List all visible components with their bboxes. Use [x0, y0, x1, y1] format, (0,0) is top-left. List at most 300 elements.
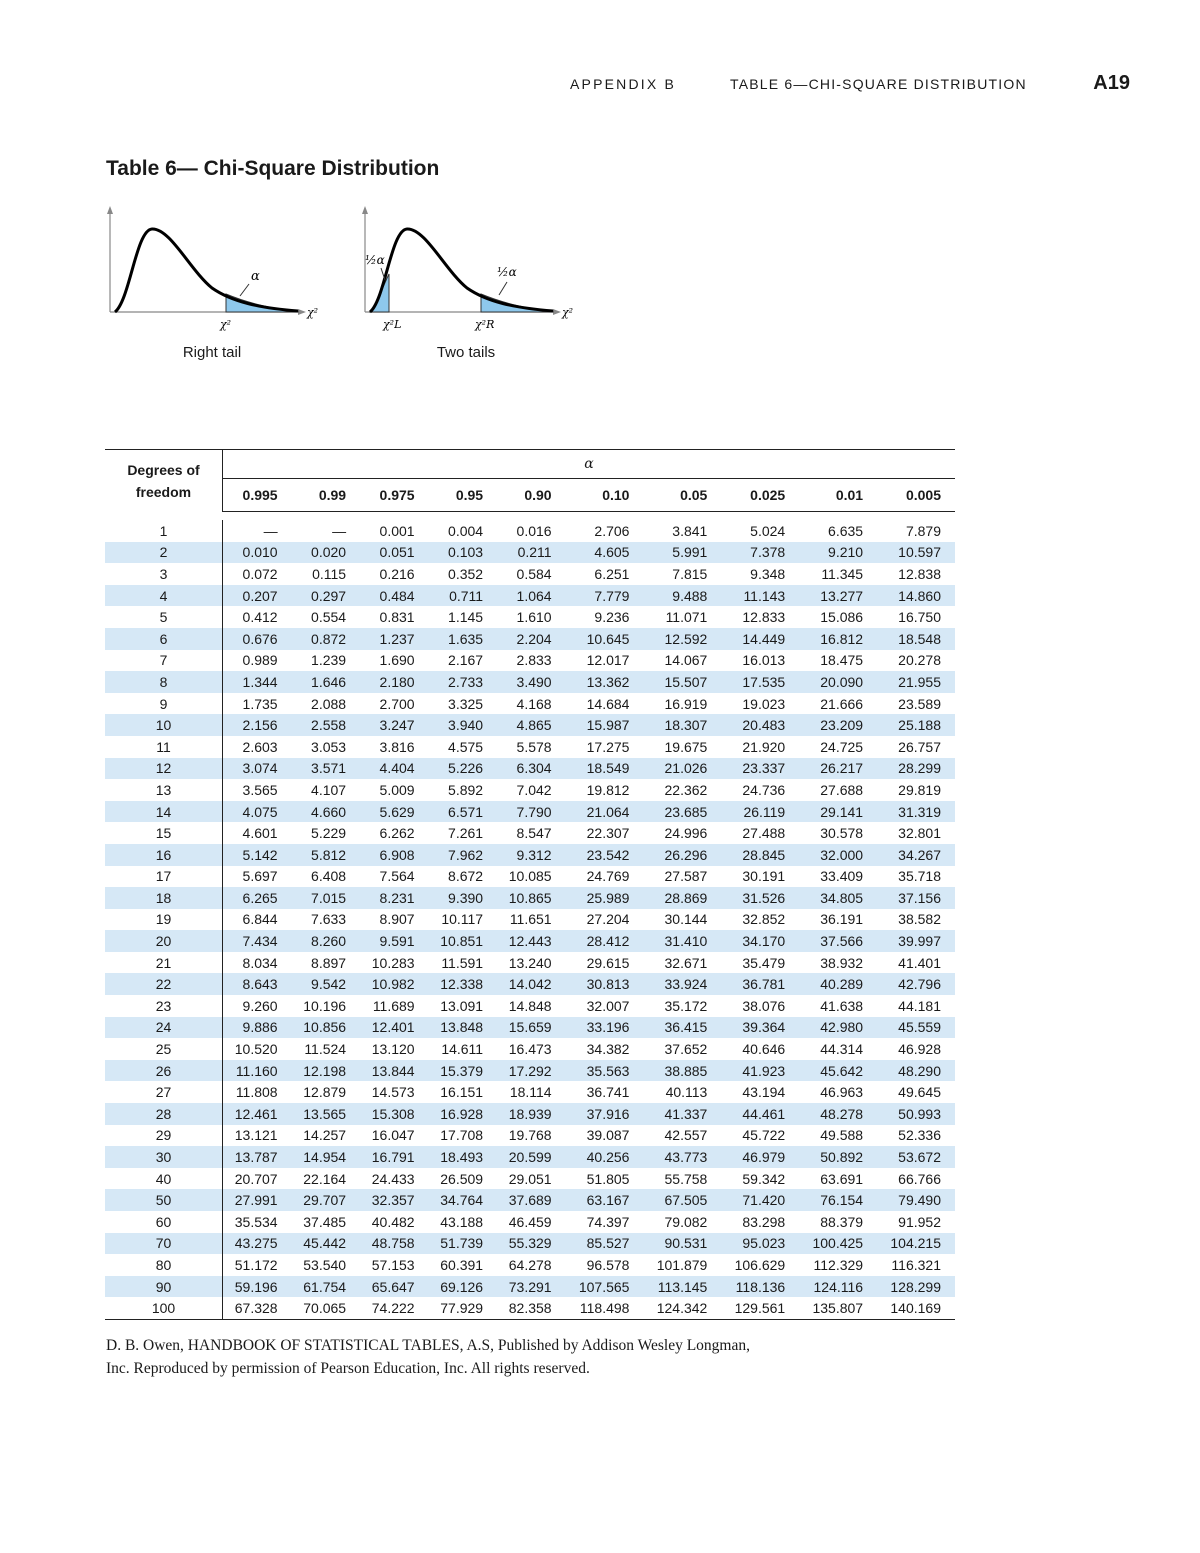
value-cell: 44.314 [820, 1041, 864, 1058]
value-cell: 27.688 [820, 781, 864, 798]
value-cell: 9.210 [828, 544, 864, 561]
value-cell: 13.844 [371, 1062, 415, 1079]
value-cell: 0.554 [311, 609, 347, 626]
table-row [105, 520, 955, 542]
value-cell: 0.207 [242, 587, 278, 604]
value-cell: 44.181 [898, 997, 941, 1014]
value-cell: 1.064 [516, 587, 552, 604]
table-row [105, 542, 955, 564]
value-cell: 27.204 [586, 911, 630, 928]
value-cell: 32.852 [742, 911, 786, 928]
value-cell: 51.172 [234, 1256, 278, 1273]
dof-cell: 90 [105, 1276, 223, 1298]
table-row [105, 1103, 955, 1125]
value-cell: 16.919 [664, 695, 708, 712]
value-cell: 20.707 [234, 1170, 278, 1187]
value-cell: 29.819 [898, 781, 941, 798]
dof-cell: 13 [105, 779, 223, 801]
value-cell: 19.023 [742, 695, 786, 712]
value-cell: 5.578 [516, 738, 552, 755]
value-cell: 7.779 [594, 587, 630, 604]
value-cell: 52.336 [898, 1127, 941, 1144]
value-cell: 37.566 [820, 933, 864, 950]
value-cell: 32.007 [586, 997, 630, 1014]
value-cell: 63.167 [586, 1192, 630, 1209]
value-cell: 14.067 [664, 652, 708, 669]
value-cell: 26.217 [820, 760, 864, 777]
value-cell: 34.805 [820, 889, 864, 906]
value-cell: 19.768 [508, 1127, 552, 1144]
dof-cell: 9 [105, 693, 223, 715]
value-cell: 2.733 [448, 673, 484, 690]
value-cell: 5.226 [448, 760, 484, 777]
value-cell: 13.120 [371, 1041, 415, 1058]
value-cell: 6.265 [242, 889, 278, 906]
table-row [105, 628, 955, 650]
value-cell: 6.635 [828, 522, 864, 539]
alpha-values-row [105, 479, 955, 512]
value-cell: 3.816 [379, 738, 415, 755]
value-cell: 17.275 [586, 738, 630, 755]
value-cell: 100.425 [812, 1235, 864, 1252]
value-cell: 4.168 [516, 695, 552, 712]
value-cell: 112.329 [813, 1256, 864, 1273]
dof-header [105, 450, 223, 512]
value-cell: 20.090 [820, 673, 864, 690]
value-cell: 26.119 [743, 803, 786, 820]
right-critical-label: χ²R [475, 318, 495, 331]
value-cell: 63.691 [820, 1170, 864, 1187]
value-cell: 29.051 [508, 1170, 552, 1187]
value-cell: 25.989 [586, 889, 630, 906]
value-cell: 10.982 [371, 976, 415, 993]
value-cell: 12.198 [303, 1062, 347, 1079]
value-cell: 15.308 [371, 1105, 415, 1122]
table-row [105, 1168, 955, 1190]
value-cell: 23.209 [820, 717, 864, 734]
dof-cell: 22 [105, 973, 223, 995]
value-cell: 40.289 [820, 976, 864, 993]
alpha-column-header: 0.90 [497, 479, 566, 512]
value-cell: 10.085 [508, 868, 552, 885]
value-cell: 49.645 [898, 1084, 941, 1101]
axis-label: χ² [562, 306, 574, 319]
two-tails-caption: Two tails [436, 344, 496, 361]
value-cell: 36.781 [742, 976, 786, 993]
table-row [105, 671, 955, 693]
value-cell: 36.191 [820, 911, 864, 928]
alpha-column-header: 0.10 [566, 479, 644, 512]
left-tail-label: ½α [365, 253, 385, 267]
value-cell: 31.319 [898, 803, 941, 820]
alpha-column-header: 0.975 [360, 479, 429, 512]
value-cell: 16.151 [440, 1084, 484, 1101]
x-axis-arrow-icon [298, 309, 306, 315]
value-cell: 8.672 [448, 868, 484, 885]
table-row [105, 1297, 955, 1319]
value-cell: 1.646 [311, 673, 347, 690]
value-cell: 9.488 [672, 587, 708, 604]
table-row [105, 995, 955, 1017]
value-cell: 18.549 [586, 760, 630, 777]
value-cell: 12.443 [508, 933, 552, 950]
value-cell: 85.527 [586, 1235, 630, 1252]
value-cell: 19.675 [664, 738, 708, 755]
value-cell: 74.222 [360, 1297, 429, 1319]
value-cell: 4.404 [379, 760, 415, 777]
table-row [105, 801, 955, 823]
alpha-pointer [240, 284, 249, 296]
value-cell: 4.865 [516, 717, 552, 734]
value-cell: 35.718 [898, 868, 941, 885]
dof-cell: 80 [105, 1254, 223, 1276]
value-cell: 39.364 [742, 1019, 786, 1036]
dof-cell: 15 [105, 822, 223, 844]
value-cell: 16.812 [820, 630, 864, 647]
dof-cell: 10 [105, 714, 223, 736]
value-cell: 3.053 [311, 738, 347, 755]
alpha-column-header: 0.05 [643, 479, 721, 512]
value-cell: 7.815 [672, 565, 708, 582]
right-tail-caption: Right tail [182, 344, 242, 361]
dof-cell: 18 [105, 887, 223, 909]
alpha-column-header: 0.99 [292, 479, 361, 512]
value-cell: 67.505 [664, 1192, 708, 1209]
value-cell: 7.564 [379, 868, 415, 885]
value-cell: 51.739 [440, 1235, 484, 1252]
value-cell: 15.987 [586, 717, 630, 734]
value-cell: 2.180 [379, 673, 415, 690]
table-row [105, 1276, 955, 1298]
value-cell: 19.812 [586, 781, 630, 798]
value-cell: 30.191 [742, 868, 786, 885]
value-cell: 135.807 [799, 1297, 877, 1319]
page-title: Table 6— Chi-Square Distribution [106, 157, 440, 180]
value-cell: 2.204 [516, 630, 552, 647]
value-cell: 20.278 [898, 652, 941, 669]
alpha-label: α [251, 269, 260, 284]
value-cell: 43.275 [234, 1235, 278, 1252]
value-cell: 5.024 [750, 522, 786, 539]
value-cell: 1.690 [379, 652, 415, 669]
value-cell: 11.689 [372, 997, 415, 1014]
value-cell: 0.831 [379, 609, 415, 626]
credit-line-2: Inc. Reproduced by permission of Pearson Education, Inc. All rights reserved. [106, 1360, 590, 1377]
value-cell: 59.196 [234, 1278, 278, 1295]
value-cell: 7.434 [242, 933, 278, 950]
value-cell: 88.379 [820, 1213, 864, 1230]
value-cell: 0.010 [242, 544, 278, 561]
value-cell: 17.292 [508, 1062, 552, 1079]
dof-cell: 11 [105, 736, 223, 758]
value-cell: 24.769 [586, 868, 630, 885]
table-row [105, 714, 955, 736]
value-cell: 27.587 [664, 868, 708, 885]
value-cell: 11.808 [235, 1084, 278, 1101]
value-cell: 0.004 [448, 522, 484, 539]
value-cell: 124.342 [643, 1297, 721, 1319]
value-cell: 21.666 [820, 695, 864, 712]
value-cell: 43.194 [742, 1084, 786, 1101]
value-cell: 14.449 [742, 630, 786, 647]
value-cell: 0.103 [448, 544, 484, 561]
x-axis-arrow-icon [553, 309, 561, 315]
value-cell: 24.433 [371, 1170, 415, 1187]
dof-cell: 7 [105, 650, 223, 672]
table-row [105, 606, 955, 628]
value-cell: 0.676 [242, 630, 278, 647]
value-cell: 10.117 [441, 911, 484, 928]
alpha-column-header: 0.025 [721, 479, 799, 512]
running-head [560, 72, 1130, 98]
value-cell: 50.993 [898, 1105, 941, 1122]
value-cell: 32.357 [371, 1192, 415, 1209]
value-cell: 41.401 [898, 954, 941, 971]
value-cell: 11.591 [441, 954, 484, 971]
value-cell: 34.764 [440, 1192, 484, 1209]
value-cell: 12.338 [440, 976, 484, 993]
value-cell: 0.584 [516, 565, 552, 582]
alpha-column-header: 0.01 [799, 479, 877, 512]
dof-cell: 100 [105, 1297, 223, 1319]
value-cell: 10.865 [508, 889, 552, 906]
value-cell: 9.312 [516, 846, 552, 863]
value-cell: 5.812 [311, 846, 347, 863]
value-cell: 36.741 [586, 1084, 630, 1101]
value-cell: 7.261 [448, 825, 484, 842]
value-cell: 10.520 [234, 1041, 278, 1058]
table-row [105, 1254, 955, 1276]
value-cell: 0.989 [242, 652, 278, 669]
value-cell: 18.939 [508, 1105, 552, 1122]
value-cell: 26.757 [898, 738, 941, 755]
value-cell: 70.065 [292, 1297, 361, 1319]
value-cell: 12.017 [586, 652, 630, 669]
density-curve [370, 229, 553, 312]
value-cell: 30.813 [586, 976, 630, 993]
value-cell: 18.114 [509, 1084, 552, 1101]
table-row [105, 758, 955, 780]
value-cell: 23.542 [586, 846, 630, 863]
value-cell: 31.410 [664, 933, 708, 950]
value-cell: 90.531 [664, 1235, 708, 1252]
value-cell: 21.920 [742, 738, 786, 755]
value-cell: 83.298 [742, 1213, 786, 1230]
value-cell: 30.578 [820, 825, 864, 842]
value-cell: 38.932 [820, 954, 864, 971]
value-cell: 7.378 [750, 544, 786, 561]
value-cell: 113.145 [657, 1278, 708, 1295]
value-cell: 28.845 [742, 846, 786, 863]
value-cell: 36.415 [664, 1019, 708, 1036]
dof-cell: 50 [105, 1189, 223, 1211]
value-cell: 10.856 [303, 1019, 347, 1036]
value-cell: 42.796 [898, 976, 941, 993]
value-cell: 12.879 [303, 1084, 347, 1101]
value-cell: 22.307 [586, 825, 630, 842]
value-cell: 38.582 [898, 911, 941, 928]
right-tail-figure [100, 200, 340, 350]
value-cell: 23.337 [742, 760, 786, 777]
value-cell: 0.001 [379, 522, 415, 539]
table-row [105, 887, 955, 909]
y-axis-arrow-icon [362, 206, 368, 214]
value-cell: 128.299 [890, 1278, 941, 1295]
value-cell: 6.908 [379, 846, 415, 863]
value-cell: 14.042 [508, 976, 552, 993]
value-cell: 21.064 [586, 803, 630, 820]
value-cell: 53.540 [303, 1256, 347, 1273]
dof-cell: 40 [105, 1168, 223, 1190]
value-cell: 11.524 [304, 1041, 347, 1058]
value-cell: 12.401 [371, 1019, 415, 1036]
value-cell: 66.766 [898, 1170, 941, 1187]
table-row [105, 1038, 955, 1060]
value-cell: 12.461 [234, 1105, 278, 1122]
value-cell: 21.026 [664, 760, 708, 777]
dof-cell: 28 [105, 1103, 223, 1125]
value-cell: 9.886 [242, 1019, 278, 1036]
value-cell: 10.597 [898, 544, 941, 561]
value-cell: 0.297 [311, 587, 347, 604]
value-cell: 5.229 [311, 825, 347, 842]
value-cell: 14.860 [898, 587, 941, 604]
dof-cell: 20 [105, 930, 223, 952]
value-cell: — [263, 522, 278, 539]
dof-cell: 60 [105, 1211, 223, 1233]
dof-header-line2: freedom [135, 483, 192, 500]
value-cell: 24.725 [820, 738, 864, 755]
value-cell: 64.278 [508, 1256, 552, 1273]
value-cell: 71.420 [742, 1192, 786, 1209]
value-cell: 44.461 [742, 1105, 786, 1122]
value-cell: 15.507 [664, 673, 708, 690]
axis-label: χ² [307, 306, 319, 319]
value-cell: — [332, 522, 347, 539]
value-cell: 11.071 [665, 609, 708, 626]
value-cell: 9.542 [311, 976, 347, 993]
value-cell: 6.844 [242, 911, 278, 928]
value-cell: 26.296 [664, 846, 708, 863]
table-row [105, 1060, 955, 1082]
value-cell: 25.188 [898, 717, 941, 734]
table-row [105, 563, 955, 585]
two-tails-figure [355, 200, 595, 350]
alpha-column-header: 0.995 [223, 479, 292, 512]
value-cell: 0.872 [311, 630, 347, 647]
table-row [105, 650, 955, 672]
value-cell: 11.160 [235, 1062, 278, 1079]
value-cell: 22.362 [664, 781, 708, 798]
value-cell: 38.076 [742, 997, 786, 1014]
table-row [105, 1211, 955, 1233]
value-cell: 39.997 [898, 933, 941, 950]
y-axis-arrow-icon [107, 206, 113, 214]
table-row [105, 822, 955, 844]
value-cell: 7.962 [448, 846, 484, 863]
value-cell: 129.561 [721, 1297, 799, 1319]
value-cell: 37.156 [898, 889, 941, 906]
value-cell: 5.697 [242, 868, 278, 885]
value-cell: 55.758 [664, 1170, 708, 1187]
value-cell: 3.074 [242, 760, 278, 777]
value-cell: 0.484 [379, 587, 415, 604]
dof-cell: 16 [105, 844, 223, 866]
value-cell: 32.801 [898, 825, 941, 842]
value-cell: 35.563 [586, 1062, 630, 1079]
left-critical-label: χ²L [383, 318, 402, 331]
value-cell: 10.645 [586, 630, 630, 647]
value-cell: 2.700 [379, 695, 415, 712]
value-cell: 5.892 [448, 781, 484, 798]
table-row [105, 1189, 955, 1211]
alpha-header: α [223, 450, 956, 479]
value-cell: 32.671 [664, 954, 708, 971]
value-cell: 28.299 [898, 760, 941, 777]
value-cell: 18.493 [440, 1149, 484, 1166]
value-cell: 76.154 [820, 1192, 864, 1209]
dof-cell: 24 [105, 1017, 223, 1039]
value-cell: 6.262 [379, 825, 415, 842]
value-cell: 10.283 [371, 954, 415, 971]
value-cell: 60.391 [440, 1256, 484, 1273]
value-cell: 96.578 [586, 1256, 630, 1273]
value-cell: 33.924 [664, 976, 708, 993]
value-cell: 11.345 [821, 565, 864, 582]
value-cell: 1.237 [379, 630, 415, 647]
value-cell: 9.390 [448, 889, 484, 906]
value-cell: 13.787 [234, 1149, 278, 1166]
value-cell: 50.892 [820, 1149, 864, 1166]
value-cell: 6.251 [594, 565, 630, 582]
value-cell: 59.342 [742, 1170, 786, 1187]
value-cell: 8.547 [516, 825, 552, 842]
value-cell: 4.575 [448, 738, 484, 755]
value-cell: 1.145 [448, 609, 484, 626]
value-cell: 49.588 [820, 1127, 864, 1144]
table-row [105, 1125, 955, 1147]
value-cell: 2.167 [448, 652, 484, 669]
value-cell: 57.153 [371, 1256, 415, 1273]
value-cell: 0.412 [242, 609, 278, 626]
value-cell: 53.672 [898, 1149, 941, 1166]
value-cell: 29.141 [820, 803, 864, 820]
value-cell: 13.121 [234, 1127, 278, 1144]
value-cell: 13.277 [820, 587, 864, 604]
value-cell: 37.689 [508, 1192, 552, 1209]
page-number: A19 [1093, 72, 1130, 94]
value-cell: 24.996 [664, 825, 708, 842]
value-cell: 106.629 [734, 1256, 786, 1273]
value-cell: 35.534 [234, 1213, 278, 1230]
right-tail-chart [100, 200, 340, 350]
value-cell: 4.605 [594, 544, 630, 561]
value-cell: 0.072 [242, 565, 278, 582]
running-head-appendix: APPENDIX B [570, 76, 677, 92]
value-cell: 23.589 [898, 695, 941, 712]
dof-cell: 1 [105, 520, 223, 542]
value-cell: 4.107 [311, 781, 347, 798]
value-cell: 116.321 [891, 1256, 941, 1273]
value-cell: 5.142 [242, 846, 278, 863]
value-cell: 4.075 [242, 803, 278, 820]
value-cell: 33.409 [820, 868, 864, 885]
dof-header-line1: Degrees of [127, 461, 200, 478]
value-cell: 12.838 [898, 565, 941, 582]
value-cell: 5.991 [672, 544, 708, 561]
value-cell: 9.236 [594, 609, 630, 626]
value-cell: 1.610 [516, 609, 552, 626]
